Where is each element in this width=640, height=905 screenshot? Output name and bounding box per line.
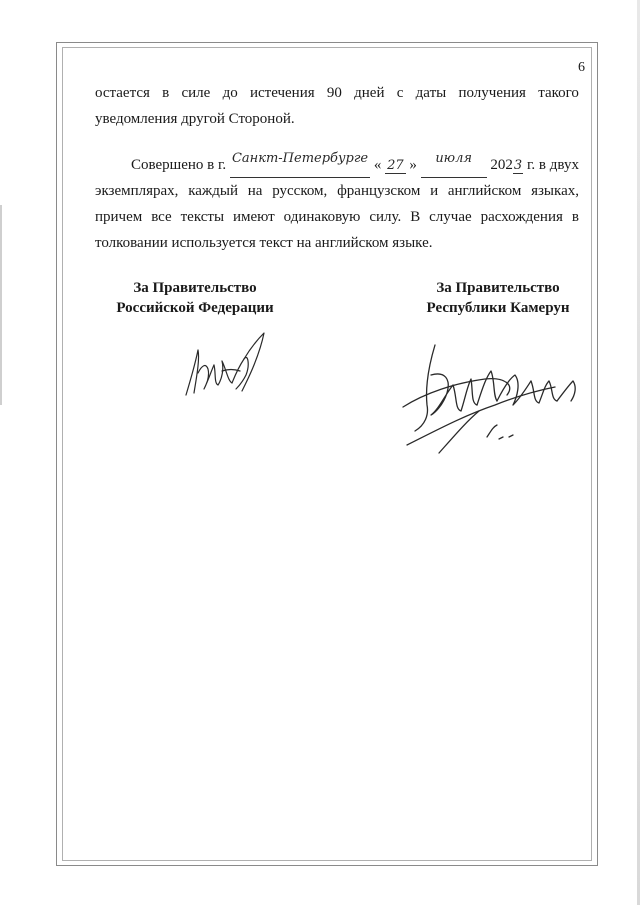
word: В	[410, 209, 421, 225]
signatory-line: За Правительство	[436, 280, 560, 296]
word: экземплярах,	[95, 183, 179, 199]
word: английском	[447, 183, 522, 199]
quote-close: »	[409, 157, 417, 173]
word: французском	[337, 183, 421, 199]
text-line	[95, 178, 579, 204]
handwritten-year-digit: 3	[513, 158, 523, 173]
word: в	[162, 85, 170, 101]
signatory-line: Российской Федерации	[116, 300, 274, 316]
word: тексты	[180, 209, 225, 225]
word: даты	[415, 85, 447, 101]
text-line	[95, 204, 579, 230]
word: 90	[326, 85, 342, 101]
word: имеют	[232, 209, 275, 225]
paragraph-done-at	[95, 152, 579, 256]
handwritten-month: июля	[421, 152, 487, 178]
date-day-group	[374, 152, 417, 178]
word: такого	[538, 85, 579, 101]
signatory-line: За Правительство	[133, 280, 257, 296]
word: одинаковую	[283, 209, 361, 225]
word: в	[571, 209, 579, 225]
date-year-group	[490, 152, 523, 178]
done-at-label: Совершено в г.	[131, 157, 227, 173]
word: все	[151, 209, 172, 225]
word: остается	[95, 85, 150, 101]
handwritten-city: Санкт-Петербурге	[230, 152, 370, 178]
word: случае	[429, 209, 472, 225]
word: истечения	[249, 85, 315, 101]
signatory-line: Республики Камерун	[426, 300, 570, 316]
word: дней	[354, 85, 385, 101]
text-line	[95, 152, 579, 178]
page-number: 6	[578, 60, 585, 75]
text-line	[95, 80, 579, 106]
handwritten-day: 27	[387, 158, 404, 173]
word: и	[430, 183, 439, 199]
word: силу.	[369, 209, 402, 225]
year-prefix: 202	[490, 157, 513, 173]
word: получения	[458, 85, 526, 101]
scan-edge	[0, 205, 2, 405]
word: силе	[181, 85, 211, 101]
signatory-russia	[100, 278, 290, 318]
text-line: уведомления другой Стороной.	[95, 111, 295, 127]
word: с	[396, 85, 404, 101]
word: причем	[95, 209, 143, 225]
word: каждый	[188, 183, 239, 199]
signatory-cameroon	[418, 278, 578, 318]
paragraph-validity	[95, 80, 579, 132]
word: русском,	[272, 183, 328, 199]
word: расхождения	[480, 209, 563, 225]
word: языках,	[531, 183, 579, 199]
word: на	[247, 183, 263, 199]
text-line: толковании используется текст на английском языке.	[95, 235, 433, 251]
year-suffix: г. в двух	[526, 157, 579, 173]
word: до	[222, 85, 238, 101]
signature-cameroon-image	[395, 335, 595, 460]
signature-russia-image	[178, 325, 278, 405]
quote-open: «	[373, 157, 382, 173]
